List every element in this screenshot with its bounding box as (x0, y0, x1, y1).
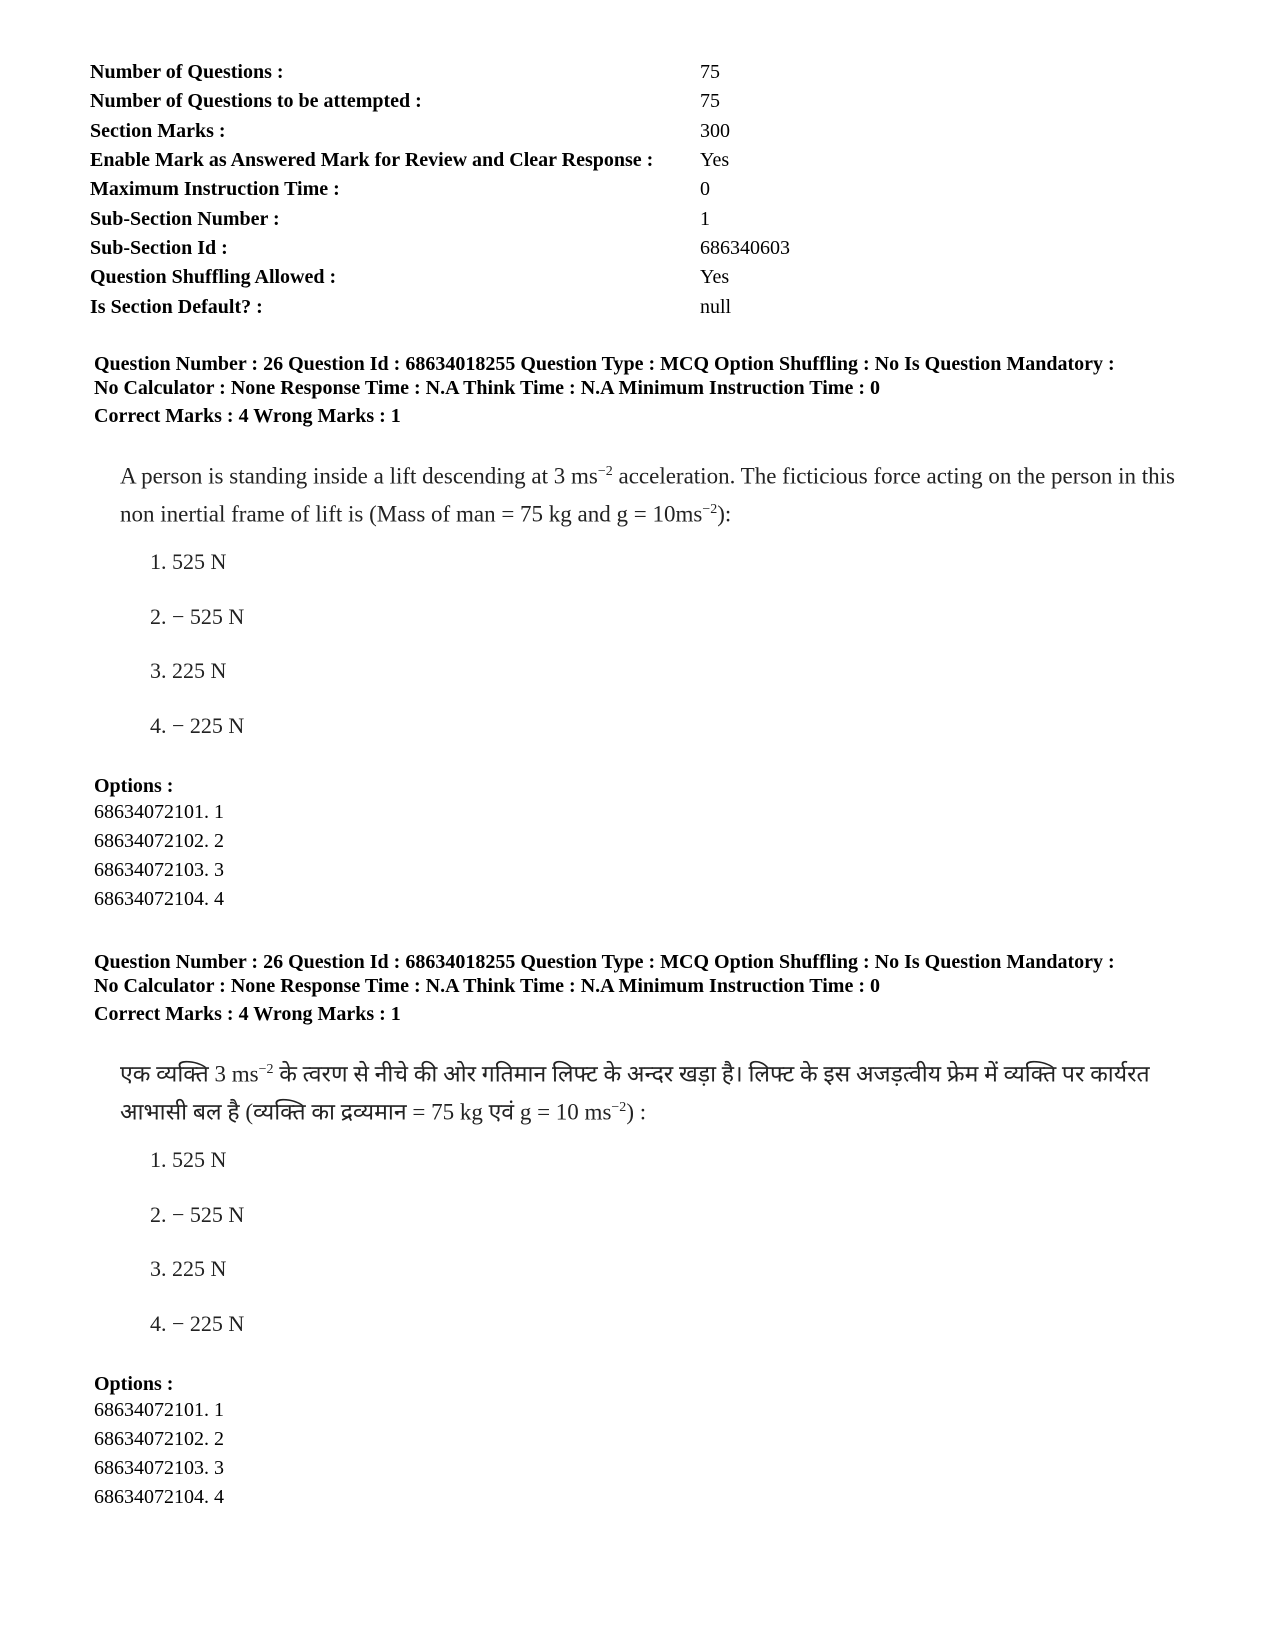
question-block-hindi (94, 950, 1214, 1512)
answer-choice: 2. − 525 N (150, 603, 245, 629)
option-id: 68634072102. 2 (94, 1428, 224, 1451)
info-label: Number of Questions : (90, 61, 284, 84)
answer-choice: 3. 225 N (150, 658, 227, 684)
info-label: Enable Mark as Answered Mark for Review and Clear Response : (90, 149, 654, 172)
superscript: −2 (258, 1062, 274, 1077)
option-id: 68634072101. 1 (94, 801, 224, 824)
info-row (90, 263, 790, 292)
info-label: Sub-Section Id : (90, 236, 228, 259)
info-label: Question Shuffling Allowed : (90, 266, 337, 289)
option-id: 68634072104. 4 (94, 888, 224, 911)
option-id: 68634072103. 3 (94, 859, 224, 882)
answer-choice: 4. − 225 N (150, 1310, 245, 1336)
info-row (90, 234, 790, 263)
info-value: null (700, 295, 732, 318)
info-label: Is Section Default? : (90, 295, 263, 318)
question-text (120, 455, 1214, 530)
info-row (90, 87, 790, 116)
info-value: Yes (700, 149, 730, 172)
answer-choice: 1. 525 N (150, 1147, 227, 1173)
option-id: 68634072102. 2 (94, 830, 224, 853)
question-meta-line: Question Number : 26 Question Id : 68634018255 Question Type : MCQ Option Shuffling : No Is Question Mandatory : (94, 951, 1115, 973)
info-row (90, 204, 790, 233)
section-info-table (90, 58, 790, 322)
option-id: 68634072101. 1 (94, 1399, 224, 1422)
question-meta (94, 352, 1214, 400)
info-row (90, 117, 790, 146)
question-text-part: ) : (626, 1099, 647, 1125)
option-id-list (94, 1396, 1214, 1512)
info-label: Maximum Instruction Time : (90, 178, 340, 201)
question-text-part: A person is standing inside a lift descending at 3 ms (120, 463, 598, 489)
options-heading: Options : (94, 1373, 174, 1396)
info-value: 1 (700, 207, 710, 230)
info-label: Number of Questions to be attempted : (90, 90, 422, 113)
info-value: 686340603 (700, 236, 790, 259)
info-label: Section Marks : (90, 119, 226, 142)
info-row (90, 146, 790, 175)
question-meta-line: No Calculator : None Response Time : N.A Think Time : N.A Minimum Instruction Time : 0 (94, 975, 880, 997)
question-marks: Correct Marks : 4 Wrong Marks : 1 (94, 405, 401, 427)
question-text-part: के त्वरण से नीचे की ओर गतिमान लिफ्ट के अन्दर खड़ा है। लिफ्ट के इस अजड़त्वीय फ्रेम में व्यक्ति पर कार्यरत आभासी बल है (व्यक्ति का द्रव्यमान = 75 kg एवं g = 10 ms (120, 1061, 1150, 1125)
answer-choice: 4. − 225 N (150, 712, 245, 738)
superscript: −2 (597, 464, 613, 479)
option-id-list (94, 798, 1214, 914)
options-heading: Options : (94, 775, 174, 798)
info-row (90, 175, 790, 204)
question-text-part: एक व्यक्ति 3 ms (120, 1061, 259, 1087)
info-row (90, 58, 790, 87)
info-row (90, 292, 790, 321)
answer-choice: 1. 525 N (150, 549, 227, 575)
answer-choice: 3. 225 N (150, 1256, 227, 1282)
option-id: 68634072104. 4 (94, 1486, 224, 1509)
info-value: 75 (700, 90, 720, 113)
question-marks: Correct Marks : 4 Wrong Marks : 1 (94, 1003, 401, 1025)
info-value: 75 (700, 61, 720, 84)
superscript: −2 (611, 1099, 627, 1115)
option-id: 68634072103. 3 (94, 1457, 224, 1480)
info-value: Yes (700, 266, 730, 289)
question-meta-line: No Calculator : None Response Time : N.A Think Time : N.A Minimum Instruction Time : 0 (94, 377, 880, 399)
question-meta (94, 950, 1214, 998)
answer-choices (150, 549, 1214, 767)
info-value: 300 (700, 119, 730, 142)
answer-choice: 2. − 525 N (150, 1201, 245, 1227)
question-block-english (94, 352, 1214, 914)
question-text (120, 1053, 1214, 1128)
info-label: Sub-Section Number : (90, 207, 280, 230)
superscript: −2 (702, 501, 718, 517)
question-meta-line: Question Number : 26 Question Id : 68634018255 Question Type : MCQ Option Shuffling : No Is Question Mandatory : (94, 353, 1115, 375)
question-text-part: acceleration. The ficticious force acting on the person in this non inertial frame of lift is (Mass of man = 75 kg and g = 10ms (120, 463, 1175, 527)
answer-choices (150, 1147, 1214, 1365)
question-text-part: ): (717, 501, 732, 527)
info-value: 0 (700, 178, 710, 201)
